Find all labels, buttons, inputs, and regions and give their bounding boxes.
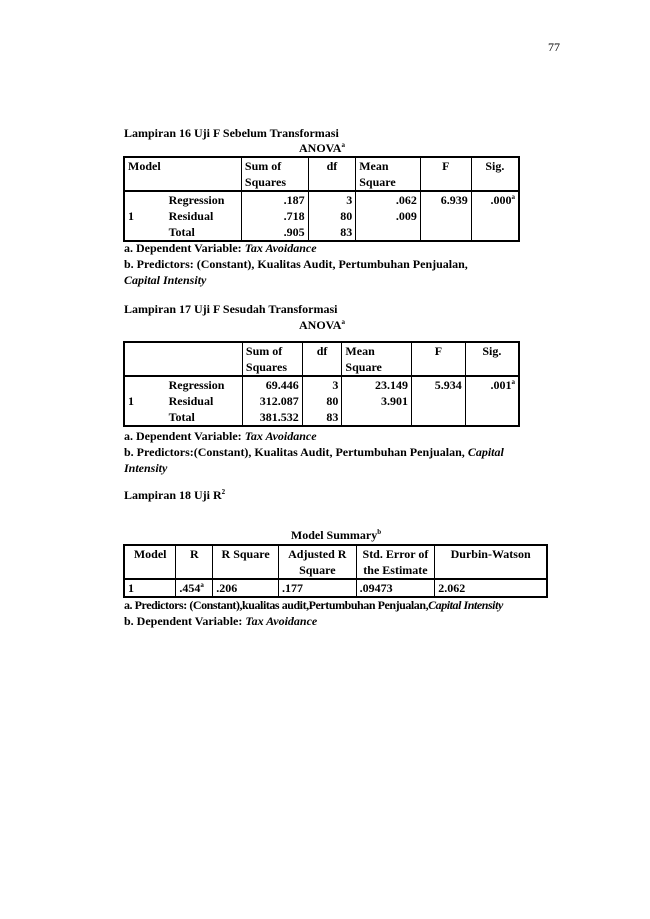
header-model bbox=[124, 342, 242, 376]
header-adjusted-r-square: Adjusted R Square bbox=[278, 545, 356, 579]
model-summary-notes: a. Predictors: (Constant),kualitas audit,Pertumbuhan Penjualan,Capital Intensity b. Dependent Variable: Tax Avoidance bbox=[124, 598, 503, 628]
header-std-error: Std. Error of the Estimate bbox=[356, 545, 435, 579]
anova-16-title: ANOVA$^a$ bbox=[299, 141, 345, 155]
model-number: 1 bbox=[128, 209, 134, 223]
header-sig: Sig. bbox=[465, 342, 519, 376]
page-number: 77 bbox=[548, 40, 560, 54]
header-mean-square: Mean Square bbox=[342, 342, 412, 376]
header-sig: Sig. bbox=[471, 157, 519, 191]
table-row: 1 Regression 69.446 3 23.149 5.934 .001$^a$ bbox=[124, 376, 519, 393]
table-row: Residual 312.087 80 3.901 bbox=[124, 393, 519, 409]
header-sum-of-squares: Sum of Squares bbox=[241, 157, 308, 191]
table-row: Total .905 83 bbox=[124, 224, 519, 241]
header-r-square: R Square bbox=[213, 545, 279, 579]
header-model: Model bbox=[124, 545, 176, 579]
header-df: df bbox=[308, 157, 356, 191]
table-row: 1 .454$^a$ .206 .177 .09473 2.062 bbox=[124, 579, 547, 597]
anova-16-notes: a. Dependent Variable: Tax Avoidance b. Predictors: (Constant), Kualitas Audit, Pertumbuhan Penjualan, Capital Intensity bbox=[124, 241, 468, 287]
anova-table-after bbox=[123, 341, 520, 427]
header-f: F bbox=[420, 157, 471, 191]
section-16-heading: Lampiran 16 Uji F Sebelum Transformasi bbox=[124, 126, 339, 140]
header-df: df bbox=[302, 342, 342, 376]
model-number: 1 bbox=[128, 394, 134, 408]
table-row: Total 381.532 83 bbox=[124, 409, 519, 426]
header-durbin-watson: Durbin-Watson bbox=[435, 545, 547, 579]
header-mean-square: Mean Square bbox=[356, 157, 421, 191]
table-row: 1 Regression .187 3 .062 6.939 .000$^a$ bbox=[124, 191, 519, 208]
anova-17-title: ANOVA$^a$ bbox=[299, 318, 345, 332]
section-18-heading: Lampiran 18 Uji $R^2$ bbox=[124, 488, 226, 502]
header-model: Model bbox=[124, 157, 241, 191]
table-row: Residual .718 80 .009 bbox=[124, 208, 519, 224]
model-summary-title: Model Summary$^b$ bbox=[290, 528, 382, 542]
anova-17-notes: a. Dependent Variable: Tax Avoidance b. Predictors:(Constant), Kualitas Audit, Pertumbuhan Penjualan, Capital Intensity bbox=[124, 429, 504, 475]
header-sum-of-squares: Sum of Squares bbox=[242, 342, 302, 376]
model-summary-table bbox=[123, 544, 548, 598]
section-17-heading: Lampiran 17 Uji F Sesudah Transformasi bbox=[124, 302, 338, 316]
anova-table-before bbox=[123, 156, 520, 242]
header-f: F bbox=[412, 342, 466, 376]
header-r: R bbox=[176, 545, 213, 579]
